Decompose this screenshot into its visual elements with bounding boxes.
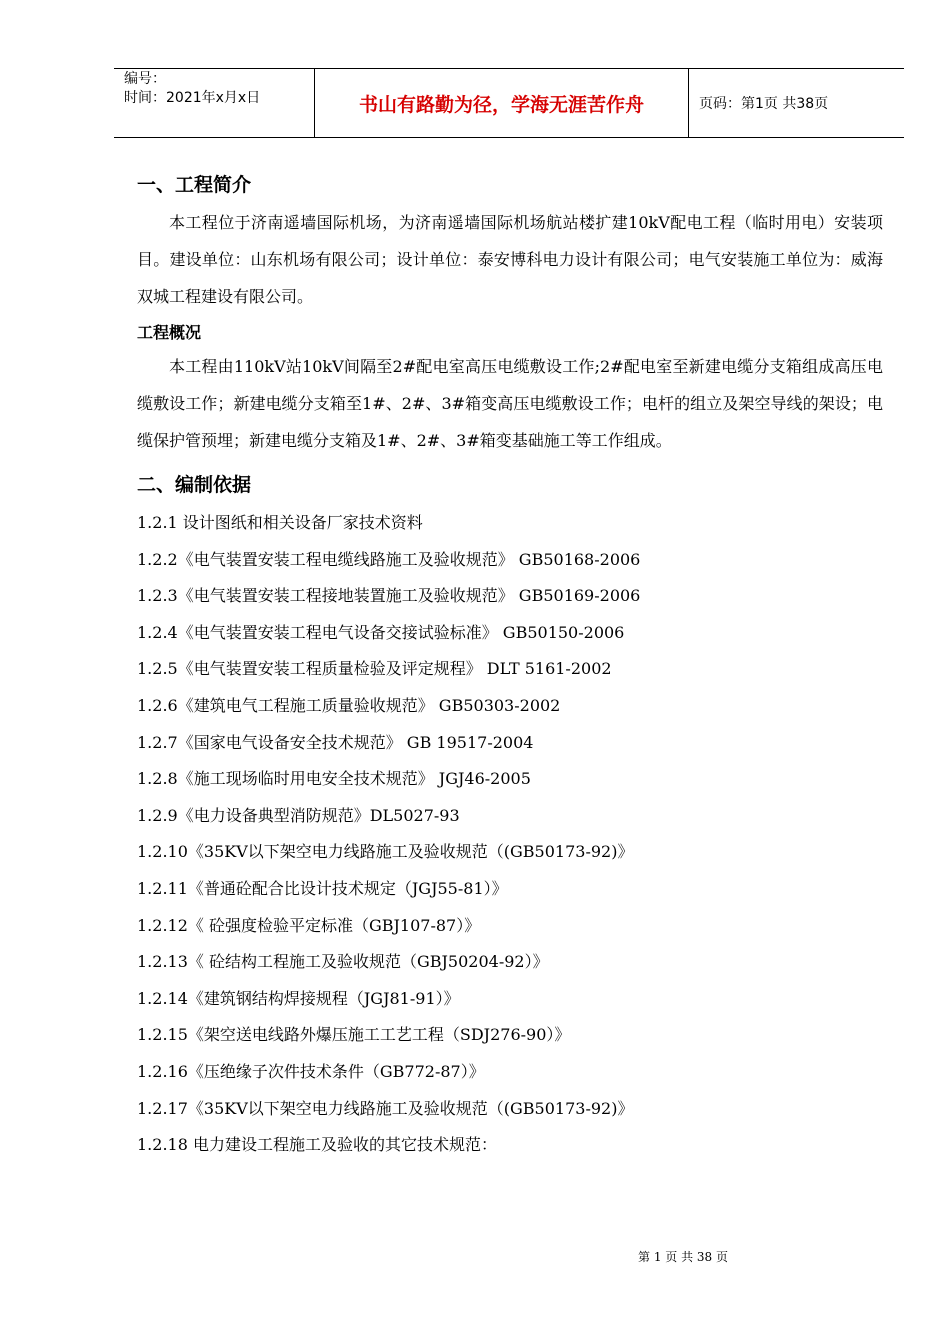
header-table [114, 68, 904, 138]
reference-item: 1.2.10《35KV以下架空电力线路施工及验收规范（(GB50173-92)》 [137, 842, 634, 862]
number-label: 编号： [124, 71, 166, 87]
reference-item: 1.2.9《电力设备典型消防规范》DL5027-93 [137, 805, 460, 825]
reference-item: 1.2.8《施工现场临时用电安全技术规范》 JGJ46-2005 [137, 769, 531, 789]
reference-item: 1.2.14《建筑钢结构焊接规程（JGJ81-91）》 [137, 988, 460, 1008]
header-page-cell [689, 69, 904, 137]
reference-item: 1.2.18 电力建设工程施工及验收的其它技术规范： [137, 1135, 497, 1155]
section1-title: 一、工程简介 [137, 174, 252, 196]
reference-item: 1.2.2《电气装置安装工程电缆线路施工及验收规范》 GB50168-2006 [137, 549, 641, 569]
time-label: 时间：2021年x月x日 [124, 90, 261, 106]
reference-item: 1.2.3《电气装置安装工程接地装置施工及验收规范》 GB50169-2006 [137, 586, 641, 606]
section1-paragraph-overview: 本工程由110kV站10kV间隔至2#配电室高压电缆敷设工作;2#配电室至新建电缆分支箱组成高压电缆敷设工作；新建电缆分支箱至1#、2#、3#箱变高压电缆敷设工作；电杆的组立及架空导线的架设；电缆保护管预埋；新建电缆分支箱及1#、2#、3#箱变基础施工等工作组成。 [137, 357, 883, 450]
page-info: 页码：第1页 共38页 [699, 96, 829, 112]
reference-item: 1.2.12《 砼强度检验平定标准（GBJ107-87）》 [137, 915, 481, 935]
reference-item: 1.2.13《 砼结构工程施工及验收规范（GBJ50204-92）》 [137, 952, 549, 972]
footer-page-number: 第 1 页 共 38 页 [638, 1250, 728, 1264]
section1-paragraph-intro: 本工程位于济南遥墙国际机场，为济南遥墙国际机场航站楼扩建10kV配电工程（临时用电）安装项目。建设单位：山东机场有限公司；设计单位：泰安博科电力设计有限公司；电气安装施工单位为：威海双城工程建设有限公司。 [137, 213, 883, 306]
section1-subtitle: 工程概况 [137, 323, 202, 342]
reference-item: 1.2.11《普通砼配合比设计技术规定（JGJ55-81）》 [137, 878, 508, 898]
reference-item: 1.2.1 设计图纸和相关设备厂家技术资料 [137, 513, 423, 532]
reference-item: 1.2.7《国家电气设备安全技术规范》 GB 19517-2004 [137, 732, 534, 752]
page-footer [638, 1248, 728, 1265]
header-motto-cell [315, 69, 689, 137]
document-body [137, 166, 883, 1164]
section2-title: 二、编制依据 [137, 474, 252, 496]
header-meta-cell [114, 69, 315, 137]
reference-item: 1.2.16《压绝缘子次件技术条件（GB772-87）》 [137, 1061, 485, 1081]
motto-text: 书山有路勤为径，学海无涯苦作舟 [358, 93, 644, 116]
reference-item: 1.2.6《建筑电气工程施工质量验收规范》 GB50303-2002 [137, 695, 561, 715]
reference-item: 1.2.15《架空送电线路外爆压施工工艺工程（SDJ276-90）》 [137, 1025, 571, 1045]
reference-item: 1.2.4《电气装置安装工程电气设备交接试验标准》 GB50150-2006 [137, 622, 625, 642]
reference-list [137, 505, 883, 1164]
reference-item: 1.2.17《35KV以下架空电力线路施工及验收规范（(GB50173-92)》 [137, 1098, 634, 1118]
reference-item: 1.2.5《电气装置安装工程质量检验及评定规程》 DLT 5161-2002 [137, 659, 612, 679]
